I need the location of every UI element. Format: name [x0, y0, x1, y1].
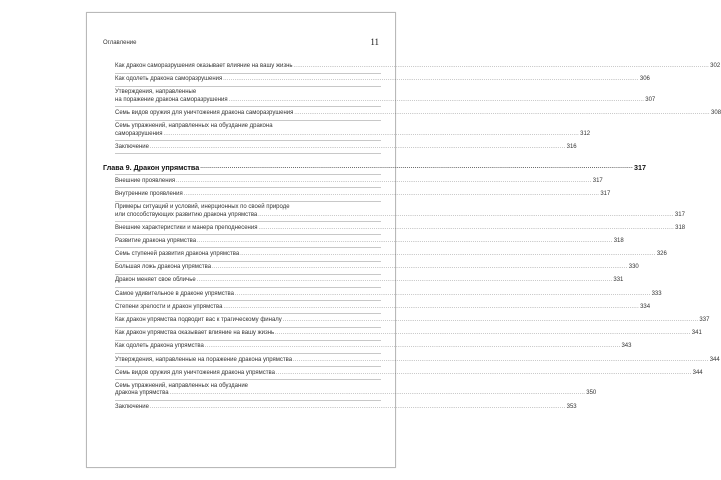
toc-page-number: 333: [651, 290, 662, 297]
entry-divider: [115, 247, 381, 248]
toc-entry[interactable]: [115, 277, 624, 284]
toc-entry-title: Семь видов оружия для уничтожения дракона саморазрушения: [115, 109, 294, 116]
toc-entry-title: на поражение дракона саморазрушения: [115, 96, 228, 103]
toc-entry[interactable]: [115, 382, 597, 398]
entry-divider: [115, 287, 381, 288]
entry-divider: [115, 201, 381, 202]
dot-leader: ............................................................................................................................................................................................................................: [169, 390, 586, 397]
dot-leader: ............................................................................................................................................................................................................................: [223, 76, 639, 83]
page-number: 11: [370, 37, 379, 47]
entry-divider: [115, 261, 381, 262]
toc-page-number: 326: [656, 251, 667, 258]
entry-divider: [115, 174, 381, 175]
dot-leader: ............................................................................................................................................................................................................................: [150, 403, 566, 410]
entry-divider: [115, 353, 381, 354]
toc-entry-title: Степени зрелости и дракон упрямства: [115, 303, 223, 310]
toc-page-number: 318: [613, 237, 624, 244]
entry-divider: [115, 120, 381, 121]
dot-leader: ............................................................................................................................................................................................................................: [282, 317, 699, 323]
dot-leader: ............................................................................................................................................................................................................................: [293, 63, 710, 69]
toc-entry[interactable]: [115, 190, 611, 198]
dot-leader: ............................................................................................................................................................................................................................: [200, 163, 633, 170]
entry-divider: [115, 274, 381, 275]
toc-entry[interactable]: [115, 204, 685, 219]
entry-divider: [115, 327, 381, 328]
dot-leader: ............................................................................................................................................................................................................................: [275, 369, 692, 376]
toc-entry-title: Внешние проявления: [115, 177, 176, 184]
toc-page-number: 317: [600, 190, 611, 197]
entry-divider: [115, 340, 381, 341]
dot-leader: ............................................................................................................................................................................................................................: [197, 237, 613, 244]
toc-entry[interactable]: [115, 237, 624, 245]
toc-entry-title: Семь упражнений, направленных на обуздание: [115, 382, 249, 389]
toc-entry-title: Семь видов оружия для уничтожения дракона упрямства: [115, 369, 275, 376]
toc-entry[interactable]: [115, 317, 710, 324]
entry-divider: [115, 379, 381, 380]
toc-page-number: 306: [639, 76, 650, 83]
dot-leader: ............................................................................................................................................................................................................................: [150, 143, 566, 150]
toc-page-number: 312: [580, 130, 591, 137]
book-page: [86, 12, 721, 468]
entry-divider: [115, 366, 381, 367]
toc-entry[interactable]: [115, 63, 721, 70]
toc-entry-title: дракона упрямства: [115, 390, 169, 397]
toc-entry-title: Как дракон саморазрушения оказывает влияние на вашу жизнь: [115, 63, 293, 69]
entry-divider: [115, 187, 381, 188]
toc-entry-title: Заключение: [115, 403, 149, 410]
toc-entry[interactable]: [115, 177, 603, 185]
toc-page-number: 341: [691, 330, 702, 337]
toc-entry-title: Заключение: [115, 143, 149, 150]
toc-entry[interactable]: [115, 290, 662, 298]
dot-leader: ............................................................................................................................................................................................................................: [176, 177, 592, 184]
toc-entry-title: Внешние характеристики и манера преподнесения: [115, 224, 258, 231]
toc-entry-title: Дракон меняет свое обличье: [115, 277, 196, 284]
toc-entry[interactable]: [115, 403, 577, 411]
entry-divider: [115, 86, 381, 87]
running-header: Оглавление: [103, 40, 137, 46]
toc-entry[interactable]: [115, 369, 703, 377]
toc-entry[interactable]: [115, 76, 650, 83]
entry-divider: [115, 313, 381, 314]
toc-page-number: 331: [613, 277, 624, 284]
toc-page-number: 307: [645, 96, 656, 103]
toc-entry[interactable]: [115, 264, 639, 271]
dot-leader: ............................................................................................................................................................................................................................: [258, 211, 674, 218]
toc-entry-title: Как дракон упрямства подводит вас к трагическому финалу: [115, 317, 282, 323]
dot-leader: ............................................................................................................................................................................................................................: [234, 290, 651, 297]
dot-leader: ............................................................................................................................................................................................................................: [275, 330, 691, 337]
toc-page-number: 317: [633, 162, 646, 172]
entry-divider: [115, 140, 381, 141]
toc-entry[interactable]: [115, 109, 721, 117]
toc-page-number: 344: [692, 369, 703, 376]
toc-entry-title: Примеры ситуаций и условий, инерционных по своей природе: [115, 204, 290, 211]
dot-leader: ............................................................................................................................................................................................................................: [183, 190, 600, 197]
toc-entry-title: Семь ступеней развития дракона упрямства: [115, 251, 240, 258]
toc-page-number: 330: [628, 264, 639, 271]
dot-leader: ............................................................................................................................................................................................................................: [212, 264, 628, 271]
entry-divider: [115, 221, 381, 222]
toc-page-number: 337: [699, 317, 710, 323]
toc-entry-title: Внутренние проявления: [115, 190, 183, 197]
entry-divider: [115, 106, 381, 107]
entry-divider: [115, 400, 381, 401]
toc-page-number: 318: [675, 224, 686, 231]
entry-divider: [115, 153, 381, 154]
toc-page-number: 353: [566, 403, 577, 410]
toc-page-number: 334: [640, 303, 651, 310]
toc-page-number: 350: [586, 390, 597, 397]
toc-page-number: 317: [674, 211, 685, 218]
entry-divider: [115, 300, 381, 301]
toc-entry-title: саморазрушения: [115, 130, 163, 137]
toc-entry[interactable]: [115, 89, 656, 104]
toc-entry[interactable]: [115, 123, 591, 138]
toc-entry[interactable]: [115, 224, 686, 232]
toc-page-number: 308: [711, 109, 721, 116]
toc-entry[interactable]: [115, 330, 702, 337]
toc-entry[interactable]: [115, 251, 667, 258]
toc-entry[interactable]: [115, 343, 632, 350]
toc-entry-title: или способствующих развитию дракона упрямства: [115, 211, 258, 218]
dot-leader: ............................................................................................................................................................................................................................: [228, 96, 645, 103]
toc-entry-title: Утверждения, направленные на поражение дракона упрямства: [115, 356, 293, 363]
dot-leader: ............................................................................................................................................................................................................................: [294, 109, 711, 116]
entry-divider: [115, 234, 381, 235]
toc-entry[interactable]: [115, 143, 577, 151]
toc-page-number: 302: [710, 63, 721, 69]
toc-page-number: 316: [566, 143, 577, 150]
toc-entry[interactable]: [115, 303, 651, 311]
dot-leader: ............................................................................................................................................................................................................................: [196, 277, 613, 284]
toc-entry-title: Утверждения, направленные: [115, 89, 197, 96]
toc-page-number: 344: [709, 356, 720, 363]
toc-chapter-heading[interactable]: [103, 162, 646, 172]
toc-entry-title: Большая ложь дракона упрямства: [115, 264, 212, 271]
toc-entry-title: Как одолеть дракона саморазрушения: [115, 76, 223, 83]
dot-leader: ............................................................................................................................................................................................................................: [163, 130, 580, 137]
dot-leader: ............................................................................................................................................................................................................................: [293, 356, 709, 363]
entry-divider: [115, 73, 381, 74]
dot-leader: ............................................................................................................................................................................................................................: [204, 343, 621, 350]
toc-entry-title: Развитие дракона упрямства: [115, 237, 197, 244]
table-of-contents: [103, 63, 721, 411]
toc-entry-title: Семь упражнений, направленных на обуздание дракона: [115, 123, 273, 130]
dot-leader: ............................................................................................................................................................................................................................: [240, 251, 656, 258]
dot-leader: ............................................................................................................................................................................................................................: [223, 303, 640, 310]
toc-entry-title: Как дракон упрямства оказывает влияние на вашу жизнь: [115, 330, 275, 337]
toc-entry-title: Самое удивительное в драконе упрямства: [115, 290, 234, 297]
dot-leader: ............................................................................................................................................................................................................................: [258, 224, 675, 231]
toc-entry-title: Как одолеть дракона упрямства: [115, 343, 204, 350]
toc-entry[interactable]: [115, 356, 720, 364]
toc-page-number: 317: [592, 177, 603, 184]
toc-page-number: 343: [621, 343, 632, 350]
toc-entry-title: Глава 9. Дракон упрямства: [103, 162, 200, 172]
